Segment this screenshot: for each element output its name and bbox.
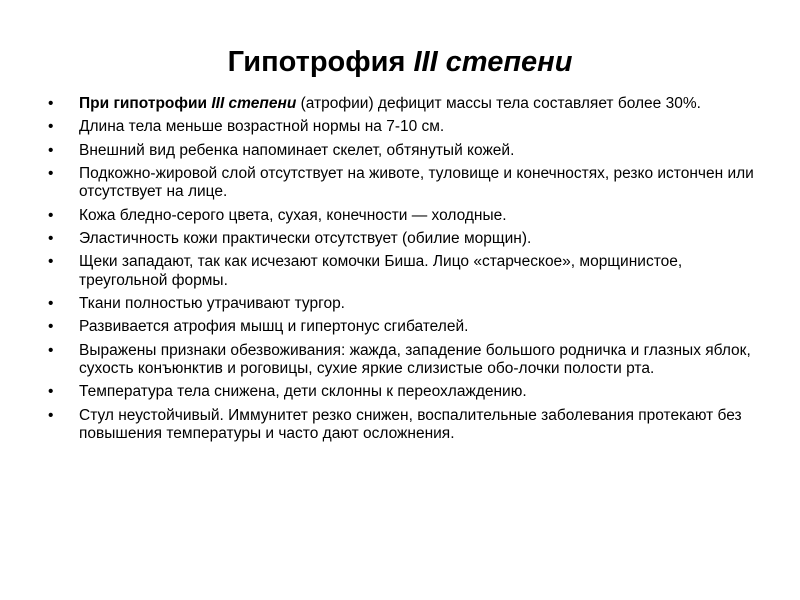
bullet-marker: • [48, 95, 54, 112]
bullet-marker: • [48, 406, 54, 424]
bullet-text: Внешний вид ребенка напоминает скелет, обтянутый кожей. [79, 141, 515, 159]
bullet-text: Эластичность кожи практически отсутствует (обилие морщин). [79, 229, 532, 247]
bullet-item-9 [48, 318, 768, 337]
bullet-text: (атрофии) дефицит массы тела составляет более 30%. [296, 95, 701, 112]
bullet-marker: • [48, 383, 54, 401]
bullet-text: Ткани полностью утрачивают тургор. [79, 295, 345, 313]
bullet-item-12 [48, 407, 768, 444]
bullet-item-6 [48, 230, 768, 249]
bullet-marker: • [48, 164, 54, 182]
bullet-marker: • [48, 295, 54, 313]
bullet-text: Кожа бледно-серого цвета, сухая, конечности — холодные. [79, 206, 507, 224]
bullet-text: Стул неустойчивый. Иммунитет резко снижен, воспалительные заболевания протекают без повышения температуры и часто дают осложнения. [79, 406, 742, 443]
bullet-marker: • [48, 318, 54, 336]
bullet-text: Развивается атрофия мышц и гипертонус сгибателей. [79, 318, 469, 336]
bullet-marker: • [48, 141, 54, 159]
bullet-item-5 [48, 207, 768, 226]
bullet-bold-italic-text: III степени [211, 95, 297, 112]
bullet-list [48, 95, 768, 449]
bullet-text: Выражены признаки обезвоживания: жажда, западение большого родничка и глазных яблок, сухость конъюнктив и роговицы, сухие яркие слизистые обо-лочки полости рта. [79, 341, 751, 378]
bullet-item-10 [48, 342, 768, 379]
bullet-text: Подкожно-жировой слой отсутствует на животе, туловище и конечностях, резко истончен или отсутствует на лице. [79, 164, 754, 201]
bullet-item-8 [48, 295, 768, 314]
bullet-bold-text: При гипотрофии [79, 95, 212, 112]
bullet-item-11 [48, 383, 768, 402]
bullet-marker: • [48, 341, 54, 359]
bullet-text: Температура тела снижена, дети склонны к переохлаждению. [79, 383, 527, 401]
bullet-text: Щеки западают, так как исчезают комочки Биша. Лицо «старческое», морщинистое, треугольной формы. [79, 253, 683, 289]
bullet-item-7 [48, 253, 768, 290]
bullet-item-4 [48, 165, 768, 202]
bullet-item-1 [48, 95, 768, 114]
bullet-marker: • [48, 206, 54, 224]
slide-title [0, 44, 800, 80]
bullet-item-2 [48, 118, 768, 137]
bullet-marker: • [48, 118, 54, 136]
bullet-item-3 [48, 142, 768, 161]
bullet-text: Длина тела меньше возрастной нормы на 7-10 см. [79, 118, 445, 136]
slide-title-main: Гипотрофия [227, 46, 414, 78]
bullet-marker: • [48, 229, 54, 247]
slide-title-italic: III степени [413, 46, 573, 78]
bullet-marker: • [48, 253, 54, 271]
bullet-bold-prefix [79, 95, 296, 112]
